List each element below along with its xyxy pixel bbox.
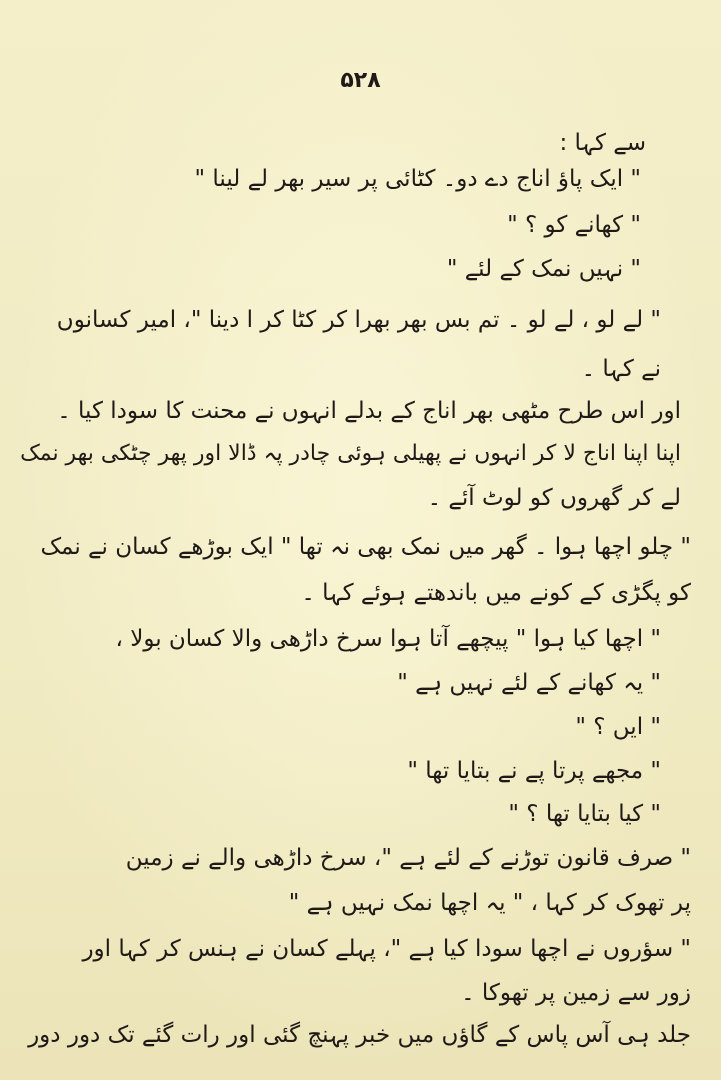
text-line: زور سے زمین پر تھوکا ۔: [461, 980, 691, 1006]
text-line: " لے لو ، لے لو ۔ تم بس بھر بھرا کر کٹا کر ا دینا "، امیر کسانوں: [56, 307, 661, 333]
text-line: " نہیں نمک کے لئے ": [446, 256, 641, 282]
text-line: اور اس طرح مٹھی بھر اناج کے بدلے انہوں نے محنت کا سودا کیا ۔: [57, 398, 681, 424]
text-line: " ایں ؟ ": [575, 714, 661, 740]
text-line: جلد ہی آس پاس کے گاؤں میں خبر پہنچ گئی اور رات گئے تک دور دور: [28, 1022, 691, 1048]
text-line: پر تھوک کر کہا ، " یہ اچھا نمک نہیں ہے ": [288, 890, 691, 916]
page-number: ۵۲۸: [340, 68, 381, 93]
text-line: " صرف قانون توڑنے کے لئے ہے "، سرخ داڑھی والے نے زمین: [125, 845, 691, 871]
text-line: لے کر گھروں کو لوٹ آئے ۔: [427, 485, 681, 511]
text-line: نے کہا ۔: [581, 356, 661, 382]
text-line: اپنا اپنا اناج لا کر انہوں نے پھیلی ہوئی چادر پہ ڈالا اور پھر چٹکی بھر نمک: [20, 441, 681, 466]
text-line: " کیا بتایا تھا ؟ ": [508, 801, 661, 827]
text-line: " ایک پاؤ اناج دے دو۔ کٹائی پر سیر بھر لے لینا ": [194, 166, 641, 192]
text-line: " اچھا کیا ہوا " پیچھے آتا ہوا سرخ داڑھی والا کسان بولا ،: [115, 626, 661, 652]
text-line: " سؤروں نے اچھا سودا کیا ہے "، پہلے کسان نے ہنس کر کہا اور: [82, 936, 691, 962]
text-line: " چلو اچھا ہوا ۔ گھر میں نمک بھی نہ تھا " ایک بوڑھے کسان نے نمک: [40, 534, 691, 560]
text-line: " مجھے پرتا پے نے بتایا تھا ": [407, 758, 661, 784]
text-line: کو پگڑی کے کونے میں باندھتے ہوئے کہا ۔: [301, 580, 691, 606]
text-line: سے کہا :: [559, 130, 646, 156]
text-line: " کھانے کو ؟ ": [507, 212, 641, 238]
text-line: " یہ کھانے کے لئے نہیں ہے ": [397, 670, 661, 696]
